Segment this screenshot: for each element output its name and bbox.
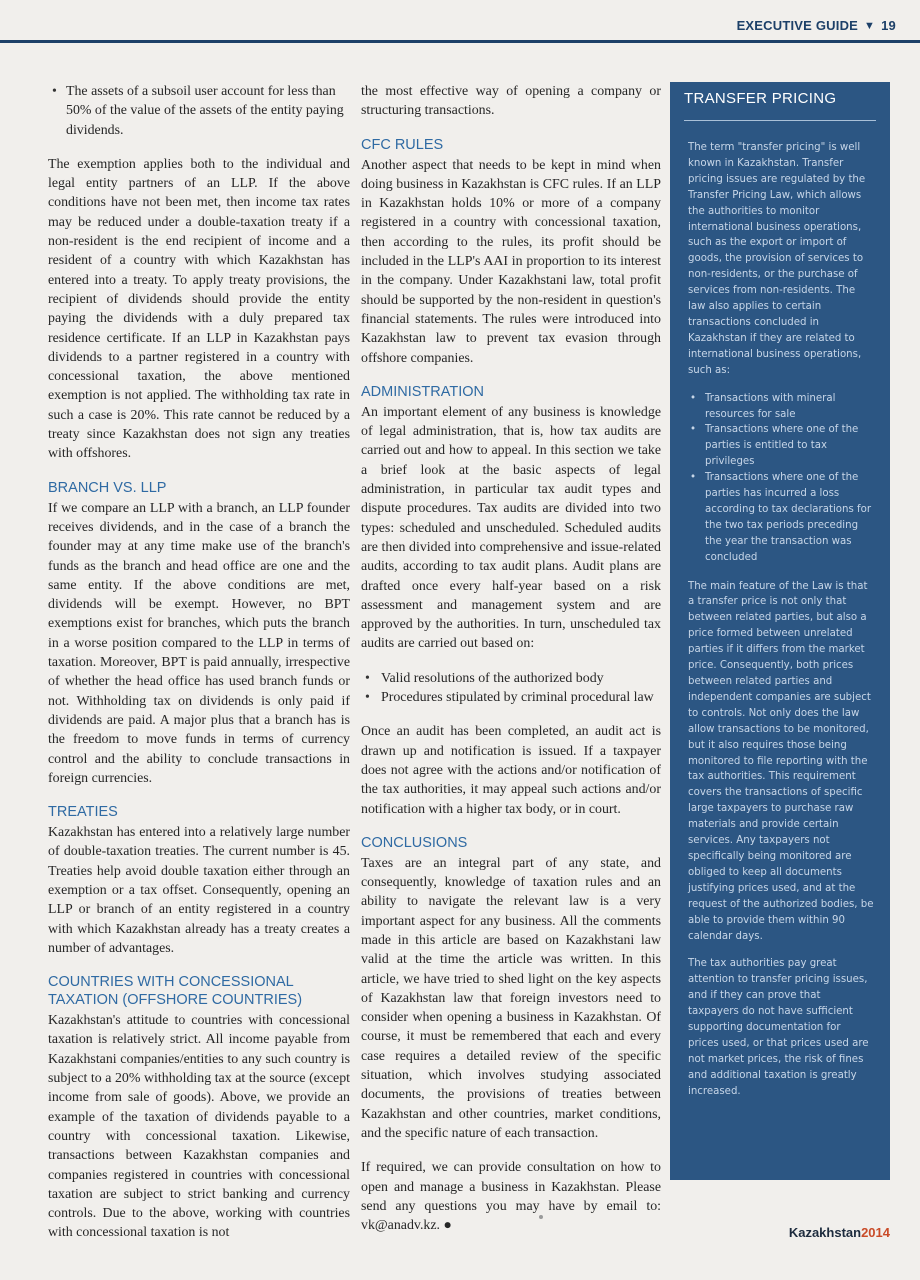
section-title: EXECUTIVE GUIDE xyxy=(736,18,859,33)
list-item: • Transactions where one of the parties has incurred a loss according to tax declarations for the two tax periods preceding the year the transaction was concluded xyxy=(688,470,874,565)
heading-conclusions: CONCLUSIONS xyxy=(361,834,468,851)
paragraph: Taxes are an integral part of any state, and consequently, knowledge of taxation rules and an ability to navigate the relevant law is a very important aspect for any business. All the comments made in this article are based on Kazakhstani law valid at the time the article was written. In this article, we have tried to shed light on the key aspects of Kazakhstan law that foreign investors need to consider when opening a business in Kazakhstan. Of course, it must be remembered that each and every case requires a detailed review of the specific situation, which involves studying associated documents, the provisions of treaties between Kazakhstan and other countries, market conditions, and the specific nature of each transaction. xyxy=(361,855,661,1141)
printer-dot-mark xyxy=(539,1215,543,1219)
running-header xyxy=(737,18,896,33)
audit-basis-list xyxy=(361,669,661,708)
heading-offshore-countries: COUNTRIES WITH CONCESSIONAL TAXATION (OFFSHORE COUNTRIES) xyxy=(48,974,303,1009)
list-item: • Procedures stipulated by criminal procedural law xyxy=(361,688,661,707)
subsoil-bullet-list xyxy=(48,82,350,140)
heading-branch-vs-llp: BRANCH VS. LLP xyxy=(48,479,167,496)
heading-cfc-rules: CFC RULES xyxy=(361,136,444,153)
sidebar-paragraph: The term "transfer pricing" is well known in Kazakhstan. Transfer pricing issues are regulated by the Transfer Pricing Law, which allows the authorities to monitor international business operations, such as the export or import of goods, the provision of services to non-residents, or the purchase of services from non-residents. The law also applies to certain transactions concluded in Kazakhstan if they are related to international business operations, such as: xyxy=(688,142,866,376)
paragraph: the most effective way of opening a company or structuring transactions. xyxy=(361,84,661,119)
list-item: • Valid resolutions of the authorized body xyxy=(361,669,661,688)
paragraph: Kazakhstan has entered into a relatively large number of double-taxation treaties. The current number is 45. Treaties help avoid double taxation either through an exemption or a tax offset. Consequently, opening an LLP or branch of an entity registered in a country with which Kazakhstan already has a treaty creates a number of advantages. xyxy=(48,825,350,956)
paragraph: Kazakhstan's attitude to countries with concessional taxation is relatively strict. All income payable from Kazakhstani companies/entities to any such country is subject to a 20% withholding tax at the source (except income from sale of goods). Above, we provide an example of the taxation of dividends payable to a country with concessional taxation. Likewise, transactions between Kazakhstan companies and companies registered in countries with concessional taxation are subject to strict banking and currency controls. Due to the above, working with countries with concessional taxation is not xyxy=(48,1013,350,1241)
page-number: 19 xyxy=(881,18,896,33)
sidebar-divider xyxy=(684,120,876,121)
heading-administration: ADMINISTRATION xyxy=(361,383,484,400)
paragraph: An important element of any business is knowledge of legal administration, that is, how tax audits are carried out and how to appeal. In this section we take a brief look at the basic aspects of legal administration, in particular tax audit types and dispute procedures. Tax audits are divided into two types: scheduled and unscheduled. Scheduled audits are then divided into comprehensive and issue-related audits, according to tax audit plans. Audit plans are drafted once every half-year based on a risk assessment and management system and are approved by the authorities. In turn, unscheduled tax audits are carried out based on: xyxy=(361,404,661,652)
column-left xyxy=(48,82,350,1258)
contact-paragraph: If required, we can provide consultation on how to open and manage a business in Kazakhstan. Please send any questions you may have by email to: vk@anadv.kz. ● xyxy=(361,1160,661,1234)
page-arrow-icon: ▼ xyxy=(864,19,876,32)
paragraph: If we compare an LLP with a branch, an LLP founder receives dividends, and in the case of a branch the founder may at any time make use of the branch's funds as the branch and head office are one and the same entity. If the above conditions are met, dividends will be exempt. However, no BPT exemptions exist for branches, which puts the branch in a worse position compared to the LLP in terms of taxation. Moreover, BPT is paid annually, irrespective of whether the head office has used branch funds or not. Withholding tax on dividends is only paid if dividends are paid. A major plus that a branch has is the freedom to move funds in terms of currency control and the ability to conclude transactions in foreign currencies. xyxy=(48,500,350,786)
sidebar-paragraph: The tax authorities pay great attention to transfer pricing issues, and if they can prove that taxpayers do not have sufficient supporting documentation for prices used, or that prices used are not market prices, the risk of fines and additional taxation is greatly increased. xyxy=(688,958,869,1097)
sidebar-bullet-list xyxy=(688,391,874,566)
magazine-year: 2014 xyxy=(861,1225,890,1240)
heading-treaties: TREATIES xyxy=(48,804,118,821)
sidebar-transfer-pricing xyxy=(670,82,890,1180)
sidebar-title: TRANSFER PRICING xyxy=(684,90,837,107)
paragraph: Another aspect that needs to be kept in mind when doing business in Kazakhstan is CFC rules. If an LLP in Kazakhstan holds 10% or more of a company registered in a country with concessional taxation, then according to the rules, its profit should be included in the LLP's AAI in proportion to its interest in the company. Under Kazakhstani law, total profit should be supported by the non-resident in question's financial statements. The rules were introduced into Kazakhstan law to prevent tax evasion through offshore companies. xyxy=(361,157,661,366)
column-middle xyxy=(361,82,661,1250)
running-footer xyxy=(789,1225,890,1240)
sidebar-body xyxy=(688,140,874,1112)
sidebar-paragraph: The main feature of the Law is that a transfer price is not only that between related parties, but also a price formed between unrelated parties if it differs from the market price. Consequently, both prices between related parties and independent companies are subject to controls. Not only does the law allow transactions to be monitored, but it also requires those being monitored to file reporting with the tax authorities. This requirement covers the transactions of specific large taxpayers to purchase raw materials and provide certain services. Any taxpayers not specifically being monitored are obliged to keep all documents justifying prices used, and at the request of the authorized bodies, be able to provide them within 90 calendar days. xyxy=(688,580,874,942)
magazine-name: Kazakhstan xyxy=(788,1225,862,1240)
paragraph: Once an audit has been completed, an audit act is drawn up and notification is issued. If a taxpayer does not agree with the actions and/or notification of the tax authorities, it may appeal such actions and/or notification with a higher tax body, or in court. xyxy=(361,724,661,817)
header-divider xyxy=(0,40,920,43)
paragraph: The exemption applies both to the individual and legal entity partners of an LLP. If the above conditions have not been met, then income tax rates may be reduced under a double-taxation treaty if a non-resident is the end recipient of income and a resident of a country with which Kazakhstan has entered into a treaty. To apply treaty provisions, the recipient of dividends should provide the entity paying the dividends with a duly prepared tax residence certificate. If an LLP in Kazakhstan pays dividends to a partner registered in a country with concessional taxation, the above mentioned exemption is not applied. The withholding tax rate in such a case is 20%. This rate cannot be reduced by a treaty since Kazakhstan does not sign any treaties with offshores. xyxy=(48,156,350,462)
list-item: • Transactions where one of the parties is entitled to tax privileges xyxy=(688,422,874,470)
list-item: • Transactions with mineral resources for sale xyxy=(688,391,874,423)
list-item: • The assets of a subsoil user account for less than 50% of the value of the assets of the entity paying dividends. xyxy=(48,82,350,140)
